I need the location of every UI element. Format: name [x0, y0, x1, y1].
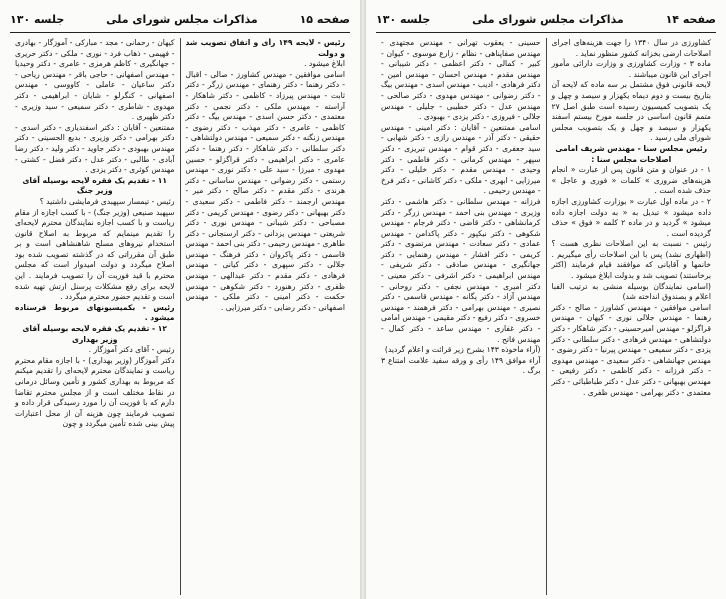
paragraph: ۱۲ - تقدیم یک فقره لایحه بوسیله آقای وزیر بهداری: [22, 324, 168, 344]
paragraph: ۱ - در عنوان و متن قانون پس از عبارت « انجام هزینه‌های ضروری » کلمات « فوری و عاجل » حذف شده است .: [551, 165, 711, 196]
paragraph: ممتنعین - آقایان : دکتر اسفندیاری - دکتر اسدی - دکتر بهرامی - دکتر وزیری - بدیع الحسینی - دکتر مهندس بهبودی - دکتر جاوید - دکتر ولید - دکتر رضا آبادی - طالبی - دکتر عدل - دکتر فضل - کشتی - مهندس کوثری - دکتر یزدی .: [15, 122, 175, 175]
left-page-header: [10, 6, 350, 33]
left-page-number: صفحه ۱۵: [299, 12, 350, 26]
left-page-right-column: [181, 38, 351, 595]
paragraph: (آراء ماخوذه ۱۴۳ بشرح زیر قرائت و اعلام گردید): [384, 345, 541, 355]
paragraph: اسامی ممتنعین - آقایان : دکتر امینی - مهندس حقیقی - دکتر آذر - مهندس رازی - دکتر شهابی - سید جعفری - دکتر قوام - مهندس تبریزی - دکتر سپهر - مهندس کرمانی - دکتر فاطمی - دکتر وحیدی - مهندس مقدم - دکتر خلیلی - دکتر میرزایی - ابهری - ملکی - دکتر کاشانی - دکتر فرخ - مهندس رحیمی .: [381, 122, 541, 196]
paragraph: ماده ۳ - وزارت کشاورزی و وزارت دارائی مأمور اجرای این قانون میباشند .: [551, 59, 712, 79]
paragraph: رئیس - آقای دکتر آموزگار .: [88, 345, 175, 355]
paragraph: رئیس - لایحه ۱۴۹ رأی و اتفاق تصویب شد و دولت: [185, 38, 345, 58]
paragraph: رئیس - نسبت به این اصلاحات نظری هست ؟ (اظهاری نشد) پس با این اصلاحات رأی میگیریم . خانمها و آقایانی که موافقند قیام فرمایند (اکثر برخاستند) تصویب شد و بدولت ابلاغ میشود .: [551, 239, 711, 281]
left-page: [0, 0, 360, 599]
paragraph: ابلاغ میشود .: [304, 59, 345, 69]
paragraph: اسامی موافقین - مهندس کشاورز - صالح - دکتر رهنما - مهندس جلالی نوری - کیهان - مهندس قراگزلو - مهندس امیرحسینی - دکتر شاهکار - دکتر دولتشاهی - مهندس فرهادی - دکتر سلطانی - دکتر یزدی - دکتر سمیعی - مهندس پیرنیا - دکتر رضوی - مهندس جهانشاهی - دکتر سعیدی - مهندس مهدوی - دکتر فرزانه - دکتر کاظمی - دکتر رفیعی - مهندس بهبهانی - دکتر عدل - دکتر طباطبائی - دکتر معتمدی - دکتر بهرامی - مهندس ظفری .: [551, 302, 711, 397]
paragraph: لایحه قانونی فوق مشتمل بر سه ماده که لایحه آن بتاریخ بیست و دوم دیماه یکهزار و سیصد و چهل و یک بتصویب کمیسیون رسیده است طبق اصل ۲۷ متمم قانون اساسی در جلسه مورخ بیستم اسفند یکهزار و سیصد و چهل و یک بتصویب مجلس شورای ملی رسید .: [551, 80, 711, 143]
paragraph: سپهبد صنیعی (وزیر جنگ) - با کسب اجازه از مقام ریاست و با کسب اجازه نمایندگان محترم لایحه‌ای را تقدیم مینمایم که مربوط به اصلاح قانون استخدام نیروهای مسلح شاهنشاهی است و بر طبق آن مقرراتی که در گذشته تصویب شده بود اصلاح میگردد و دولت امیدوار است که مجلس محترم با قید فوریت آن را تصویب فرمایند . این لایحه برای رفع مشکلات پرسنل ارتش تهیه شده است و تقدیم حضور محترم میگردد .: [15, 207, 175, 302]
paragraph: (اسامی نمایندگان بوسیله منشی به ترتیب الفبا اعلام و بصندوق انداخته شد): [551, 281, 711, 302]
paragraph: حسینی - یعقوب تهرانی - مهندس مجتهدی - مهندس صفاپناهی - نظام - زارع موسوی - کیوان - کبیر - کمالی - دکتر اعظمی - دکتر شیبانی - مهندس مقدم - مهندس احسان - مهندس امین - دکتر فرهادی - ادیب - مهندس اسدی - مهندس بیگ - دکتر رضوانی - مهندس مهدوی - دکتر صالحی - مهندس عدل - دکتر خطیبی - جلیلی - مهندس جلالی - فیروزی - دکتر یزدی - بهبودی .: [381, 38, 541, 122]
right-page-columns: [376, 38, 716, 595]
right-page-title: مذاکرات مجلس شورای ملی: [472, 12, 624, 26]
paragraph: رئیس - بکمیسیونهای مربوط فرستاده میشود .: [15, 302, 175, 323]
paragraph: کیهان - رحمانی - مجد - مبارکی - آموزگار - بهادری - فهیمی - ذهاب فرد - نوری - ملکی - دکتر حریری - جهانگیری - کاظم هرمزی - عامری - دکتر وحیدیا - مهندس اصفهانی - حاجی باقر - مهندس ریاحی - دکتر ساعیان - عاملی - کاووسی - مهندس اصفهانی - کنگرلو - شایان - ابراهیمی - دکتر مهدوی - شاطری - دکتر سمیعی - سید وزیری - دکتر ظهیری .: [15, 38, 175, 122]
paragraph: اسامی موافقین - مهندس کشاورز - صالی - اقبال - دکتر رهنما - دکتر رهنمای - مهندس زرگر - دکتر ثابت - مهندس پیرزاد - کاظمی - دکتر شاهکار - آراسته - مهندس ملکی - دکتر نجمی - دکتر معتمدی - دکتر حسن اسدی - مهندس بیگ - دکتر کاظمی - عامری - دکتر مهذب - دکتر رضوی - مهندس زنگنه - دکتر سمیعی - مهندس دولتشاهی - دکتر سلطانی - دکتر شاهکار - دکتر رهنما - دکتر عامری - دکتر ابراهیمی - دکتر قراگزلو - حسین مهدوی - میرزا - سید علی - دکتر نوری - مهندس رستمی - دکتر رضوانی - مهندس ساسانی - دکتر هرندی - دکتر مقدم - دکتر صالح - دکتر میر - مهندس ارجمند - دکتر فاطمی - دکتر سعیدی - دکتر بهبهانی - دکتر رضوی - مهندس کریمی - دکتر مصباحی - دکتر شیبانی - مهندس نوری - دکتر شریعتی - مهندس یزدانی - دکتر ارسنجانی - دکتر طاهری - مهندس رحیمی - دکتر بنی احمد - مهندس قاسمی - دکتر پاکروان - دکتر فرهنگ - مهندس جلالی - دکتر سپهری - دکتر کیانی - مهندس فرهادی - دکتر مقدم - دکتر عبدالهی - مهندس ظفری - دکتر رهنورد - دکتر شکوهی - مهندس حکمت - دکتر امینی - دکتر ملکی - مهندس اصفهانی - دکتر رضایی - دکتر میرزایی .: [185, 69, 345, 312]
left-page-title: مذاکرات مجلس شورای ملی: [106, 12, 258, 26]
right-page-left-column: [376, 38, 546, 595]
right-page-header: [376, 6, 716, 33]
paragraph: رئیس مجلس سنا - مهندس شریف امامی: [555, 143, 708, 153]
right-page-number: صفحه ۱۴: [665, 12, 716, 26]
right-page-session: جلسه ۱۳۰: [376, 12, 431, 26]
paragraph: رئیس - تیمسار سپهبدی فرمایشی داشتید ؟: [39, 196, 175, 206]
left-page-session: جلسه ۱۳۰: [10, 12, 65, 26]
paragraph: فرزانه - مهندس سلطانی - دکتر هاشمی - دکتر وزیری - مهندس بنی احمد - مهندس زرگر - دکتر کرمانشاهی - دکتر قاضی - دکتر فرجام - مهندس شکوهی - دکتر نیکپور - دکتر پاکدامن - مهندس عمادی - دکتر سعادت - مهندس مرتضوی - دکتر کریمی - دکتر افشار - مهندس رهنمایی - دکتر جهانگیری - مهندس صادقی - دکتر شریفی - مهندس ابراهیمی - دکتر اشرفی - دکتر معینی - دکتر امیری - مهندس نجفی - دکتر روحانی - مهندس آزاد - دکتر یگانه - مهندس قاسمی - دکتر نصیری - مهندس بهرامی - دکتر فرهمند - مهندس خسروی - دکتر رفیع - دکتر مقیمی - مهندس امامی - دکتر غفاری - مهندس ساعد - دکتر کمال - مهندس فاتح .: [381, 196, 541, 344]
right-page: [366, 0, 726, 599]
paragraph: اصلاحات مجلس سنا :: [591, 154, 672, 164]
left-page-left-column: [10, 38, 180, 595]
paragraph: آراء موافق ۱۴۹ رأی و ورقه سفید علامت امتناع ۳ برگ .: [381, 355, 541, 376]
left-page-columns: [10, 38, 350, 595]
paragraph: دکتر آموزگار (وزیر بهداری) - با اجازه مقام محترم ریاست و نمایندگان محترم لایحه‌ای را تقدیم میکنم که مربوط به بهداری کشور و تأمین وسائل درمانی در نقاط مختلف است و از مجلس محترم تقاضا دارم که با فوریت آن را مورد رسیدگی قرار داده و تصویب فرمایند چون هزینه آن از محل اعتبارات پیش بینی شده تأمین میگردد و چون: [15, 355, 175, 429]
paragraph: کشاورزی در سال ۱۳۴۰ را جهت هزینه‌های اجرای اصلاحات ارضی بخزانه کشور منظور نماید .: [551, 38, 711, 58]
right-page-right-column: [547, 38, 717, 595]
paragraph: ۱۱ - تقدیم یک فقره لایحه بوسیله آقای وزیر جنگ: [22, 175, 168, 196]
paragraph: ۲ - در ماده اول عبارت « بوزارت کشاورزی اجازه داده میشود » تبدیل به « به دولت اجازه داده میشود » گردید و در ماده ۲ کلمه « فوق » حذف گردیده است .: [551, 196, 712, 238]
